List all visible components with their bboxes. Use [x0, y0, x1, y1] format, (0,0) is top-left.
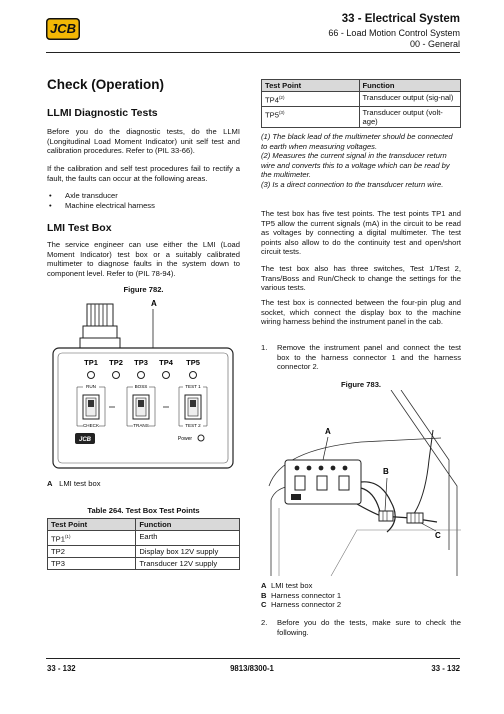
- lmi-paragraph: The service engineer can use either the LMI (Load Moment Indicator) test box or a suitably calibrated multimeter to diagnose faults in the system down to component level. Refer to (PIL 78-94).: [47, 240, 240, 278]
- column-header: Function: [359, 80, 461, 92]
- list-item: • Axle transducer: [47, 191, 240, 201]
- test-box-paragraph-1: The test box has five test points. The test points TP1 and TP5 allow the current signals (mA) in the circuit to be read as voltages by connecting a digital multimeter. The test points also allow to do the continuity test and open/short circuit tests.: [261, 209, 461, 257]
- box-logo-text: JCB: [78, 437, 92, 443]
- tp4-label: TP4: [159, 358, 173, 367]
- tp3-label: TP3: [134, 358, 148, 367]
- column-header: Test Point: [48, 519, 136, 531]
- figure-782-legend: [47, 479, 240, 489]
- callout-c: C: [435, 531, 441, 540]
- jcb-logo: JCB: [46, 18, 80, 40]
- tp5-socket[interactable]: [190, 372, 197, 379]
- test2-label: TEST 2: [185, 423, 201, 428]
- header-rule: [46, 52, 460, 53]
- check-label: CHECK: [82, 423, 100, 428]
- run-label: RUN: [86, 384, 96, 389]
- tp2-label: TP2: [109, 358, 123, 367]
- lmi-test-box: [285, 460, 361, 504]
- footnote: (1) The black lead of the multimeter should be connected to earth when measuring voltages.: [261, 132, 453, 151]
- table-row: [262, 106, 461, 127]
- test-box-paragraph-2: The test box also has three switches, Test 1/Test 2, Trans/Boss and Run/Check to change the settings for the various tests.: [261, 264, 461, 293]
- callout-a: A: [151, 299, 157, 308]
- llmi-heading: LLMI Diagnostic Tests: [47, 107, 158, 119]
- test-point-cell: TP1$^{(1)}$: [48, 531, 136, 546]
- llmi-paragraph-2: If the calibration and self test procedures fail to rectify a fault, the faults can occur at the following areas.: [47, 164, 240, 183]
- tp1-socket[interactable]: [88, 372, 95, 379]
- test-point-cell: TP4$^{(2)}$: [262, 92, 360, 107]
- function-cell: Transducer output (volt-age): [359, 106, 461, 127]
- document-number: 9813/8300-1: [230, 664, 274, 673]
- page-number-right: 33 - 132: [431, 664, 460, 673]
- subsection-subtitle: 00 - General: [409, 39, 460, 49]
- test1-label: TEST 1: [185, 384, 201, 389]
- table-header-row: [48, 519, 240, 531]
- tp3-socket[interactable]: [138, 372, 145, 379]
- table-row: [262, 92, 461, 107]
- test-point-cell: TP2: [48, 545, 136, 557]
- test-point-cell: TP5$^{(3)}$: [262, 106, 360, 127]
- step-item: 2. Before you do the tests, make sure to check the following.: [261, 618, 461, 637]
- tp1-label: TP1: [84, 358, 98, 367]
- test-points-table: [47, 518, 240, 570]
- legend-item: C Harness connector 2: [261, 600, 342, 610]
- tp2-socket[interactable]: [113, 372, 120, 379]
- harness-connector-1: [379, 511, 393, 521]
- figure-783-installation: [261, 390, 461, 576]
- figure-783-caption: Figure 783.: [340, 380, 382, 389]
- footer-rule: [46, 658, 460, 659]
- section-subtitle: 66 - Load Motion Control System: [328, 28, 460, 38]
- function-cell: Transducer output (sig-nal): [359, 92, 461, 107]
- function-cell: Earth: [136, 531, 240, 546]
- page-number-left: 33 - 132: [47, 664, 76, 673]
- boss-label: BOSS: [134, 384, 148, 389]
- power-led: [198, 435, 204, 441]
- connector-plug: [80, 304, 120, 348]
- table-row: [48, 545, 240, 557]
- figure-782-test-box: [47, 296, 241, 472]
- procedure-step-1: [261, 343, 461, 372]
- page-title: Check (Operation): [47, 77, 165, 92]
- step-item: 1. Remove the instrument panel and connect the test box to the harness connector 1 and the harness connector 2.: [261, 343, 461, 372]
- test-point-cell: TP3: [48, 557, 136, 569]
- column-header: Function: [136, 519, 240, 531]
- figure-783-legend: [261, 581, 461, 610]
- table-264-title: Table 264. Test Box Test Points: [87, 506, 200, 515]
- tp5-label: TP5: [186, 358, 200, 367]
- list-item: • Machine electrical harness: [47, 201, 240, 211]
- trans-label: TRANS: [133, 423, 149, 428]
- llmi-paragraph-1: Before you do the diagnostic tests, do the LLMI (Longitudinal Load Moment Indicator) unit self test and calibration procedures. Refer to (PIL 33-66).: [47, 127, 240, 156]
- procedure-step-2: [261, 618, 461, 637]
- function-cell: Display box 12V supply: [136, 545, 240, 557]
- power-label: Power: [177, 436, 193, 442]
- test-box-paragraph-3: The test box is connected between the four-pin plug and socket, which connect the display box to the machine wiring harness behind the instrument panel in the cab.: [261, 298, 461, 327]
- table-footnotes: [261, 132, 461, 190]
- legend-key: A: [47, 479, 53, 488]
- test-points-table-continued: [261, 79, 461, 128]
- column-header: Test Point: [262, 80, 360, 92]
- legend-item: B Harness connector 1: [261, 590, 342, 600]
- lmi-heading: LMI Test Box: [47, 222, 112, 234]
- legend-item: A LMI test box: [261, 581, 313, 590]
- tp4-socket[interactable]: [163, 372, 170, 379]
- test1-test2-switch[interactable]: [185, 395, 201, 419]
- footnote: (3) Is a direct connection to the transducer return wire.: [261, 179, 444, 189]
- callout-b: B: [383, 467, 389, 476]
- chapter-title: 33 - Electrical System: [341, 13, 460, 25]
- figure-782-caption: Figure 782.: [123, 285, 164, 294]
- footnote: (2) Measures the current signal in the transducer return wire and converts this to a voltage which can be read by the multimeter.: [261, 151, 450, 180]
- legend-text: LMI test box: [59, 479, 101, 488]
- run-check-switch[interactable]: [83, 395, 99, 419]
- fault-area-list: [47, 191, 240, 210]
- table-header-row: [262, 80, 461, 92]
- table-row: [48, 557, 240, 569]
- trans-boss-switch[interactable]: [133, 395, 149, 419]
- callout-a: A: [325, 427, 331, 436]
- harness-connector-2: [407, 513, 423, 523]
- function-cell: Transducer 12V supply: [136, 557, 240, 569]
- table-row: [48, 531, 240, 546]
